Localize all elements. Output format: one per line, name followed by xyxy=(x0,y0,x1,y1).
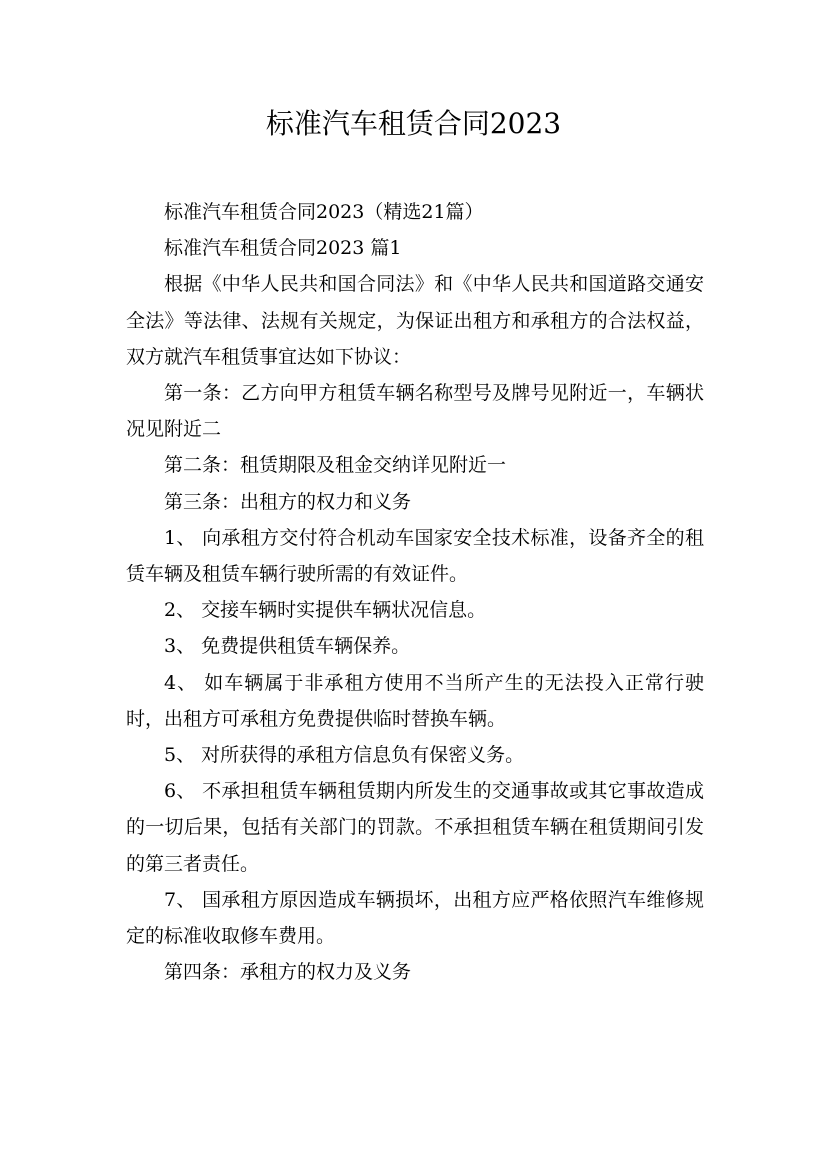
paragraph-subtitle: 标准汽车租赁合同2023（精选21篇） xyxy=(164,201,484,223)
document-body xyxy=(126,194,704,990)
paragraph-article-3: 第三条：出租方的权力和义务 xyxy=(164,490,412,513)
paragraph-section-heading: 标准汽车租赁合同2023 篇1 xyxy=(164,237,402,260)
paragraph-item: 3、 免费提供租赁车辆保养。 xyxy=(164,635,411,658)
paragraph-item: 2、 交接车辆时实提供车辆状况信息。 xyxy=(164,599,487,622)
paragraph-article-2: 第二条：租赁期限及租金交纳详见附近一 xyxy=(164,454,507,477)
paragraph-preamble: 根据《中华人民共和国合同法》和《中华人民共和国道路交通安全法》等法律、法规有关规定，为保证出租方和承租方的合法权益，双方就汽车租赁事宜达如下协议： xyxy=(126,273,704,368)
paragraph-article-4: 第四条：承租方的权力及义务 xyxy=(164,961,412,984)
paragraph-item: 5、 对所获得的承租方信息负有保密义务。 xyxy=(164,744,525,767)
paragraph-item: 4、 如车辆属于非承租方使用不当所产生的无法投入正常行驶时，出租方可承租方免费提供临时替换车辆。 xyxy=(126,671,704,730)
paragraph-item: 6、 不承担租赁车辆租赁期内所发生的交通事故或其它事故造成的一切后果，包括有关部门的罚款。不承担租赁车辆在租赁期间引发的第三者责任。 xyxy=(126,780,704,875)
document-title: 标准汽车租赁合同2023 xyxy=(265,107,562,140)
paragraph-article-1: 第一条：乙方向甲方租赁车辆名称型号及牌号见附近一，车辆状况见附近二 xyxy=(126,382,704,441)
paragraph-item: 1、 向承租方交付符合机动车国家安全技术标准，设备齐全的租赁车辆及租赁车辆行驶所需的有效证件。 xyxy=(126,526,704,586)
paragraph-item: 7、 国承租方原因造成车辆损坏，出租方应严格依照汽车维修规定的标准收取修车费用。 xyxy=(126,888,704,948)
